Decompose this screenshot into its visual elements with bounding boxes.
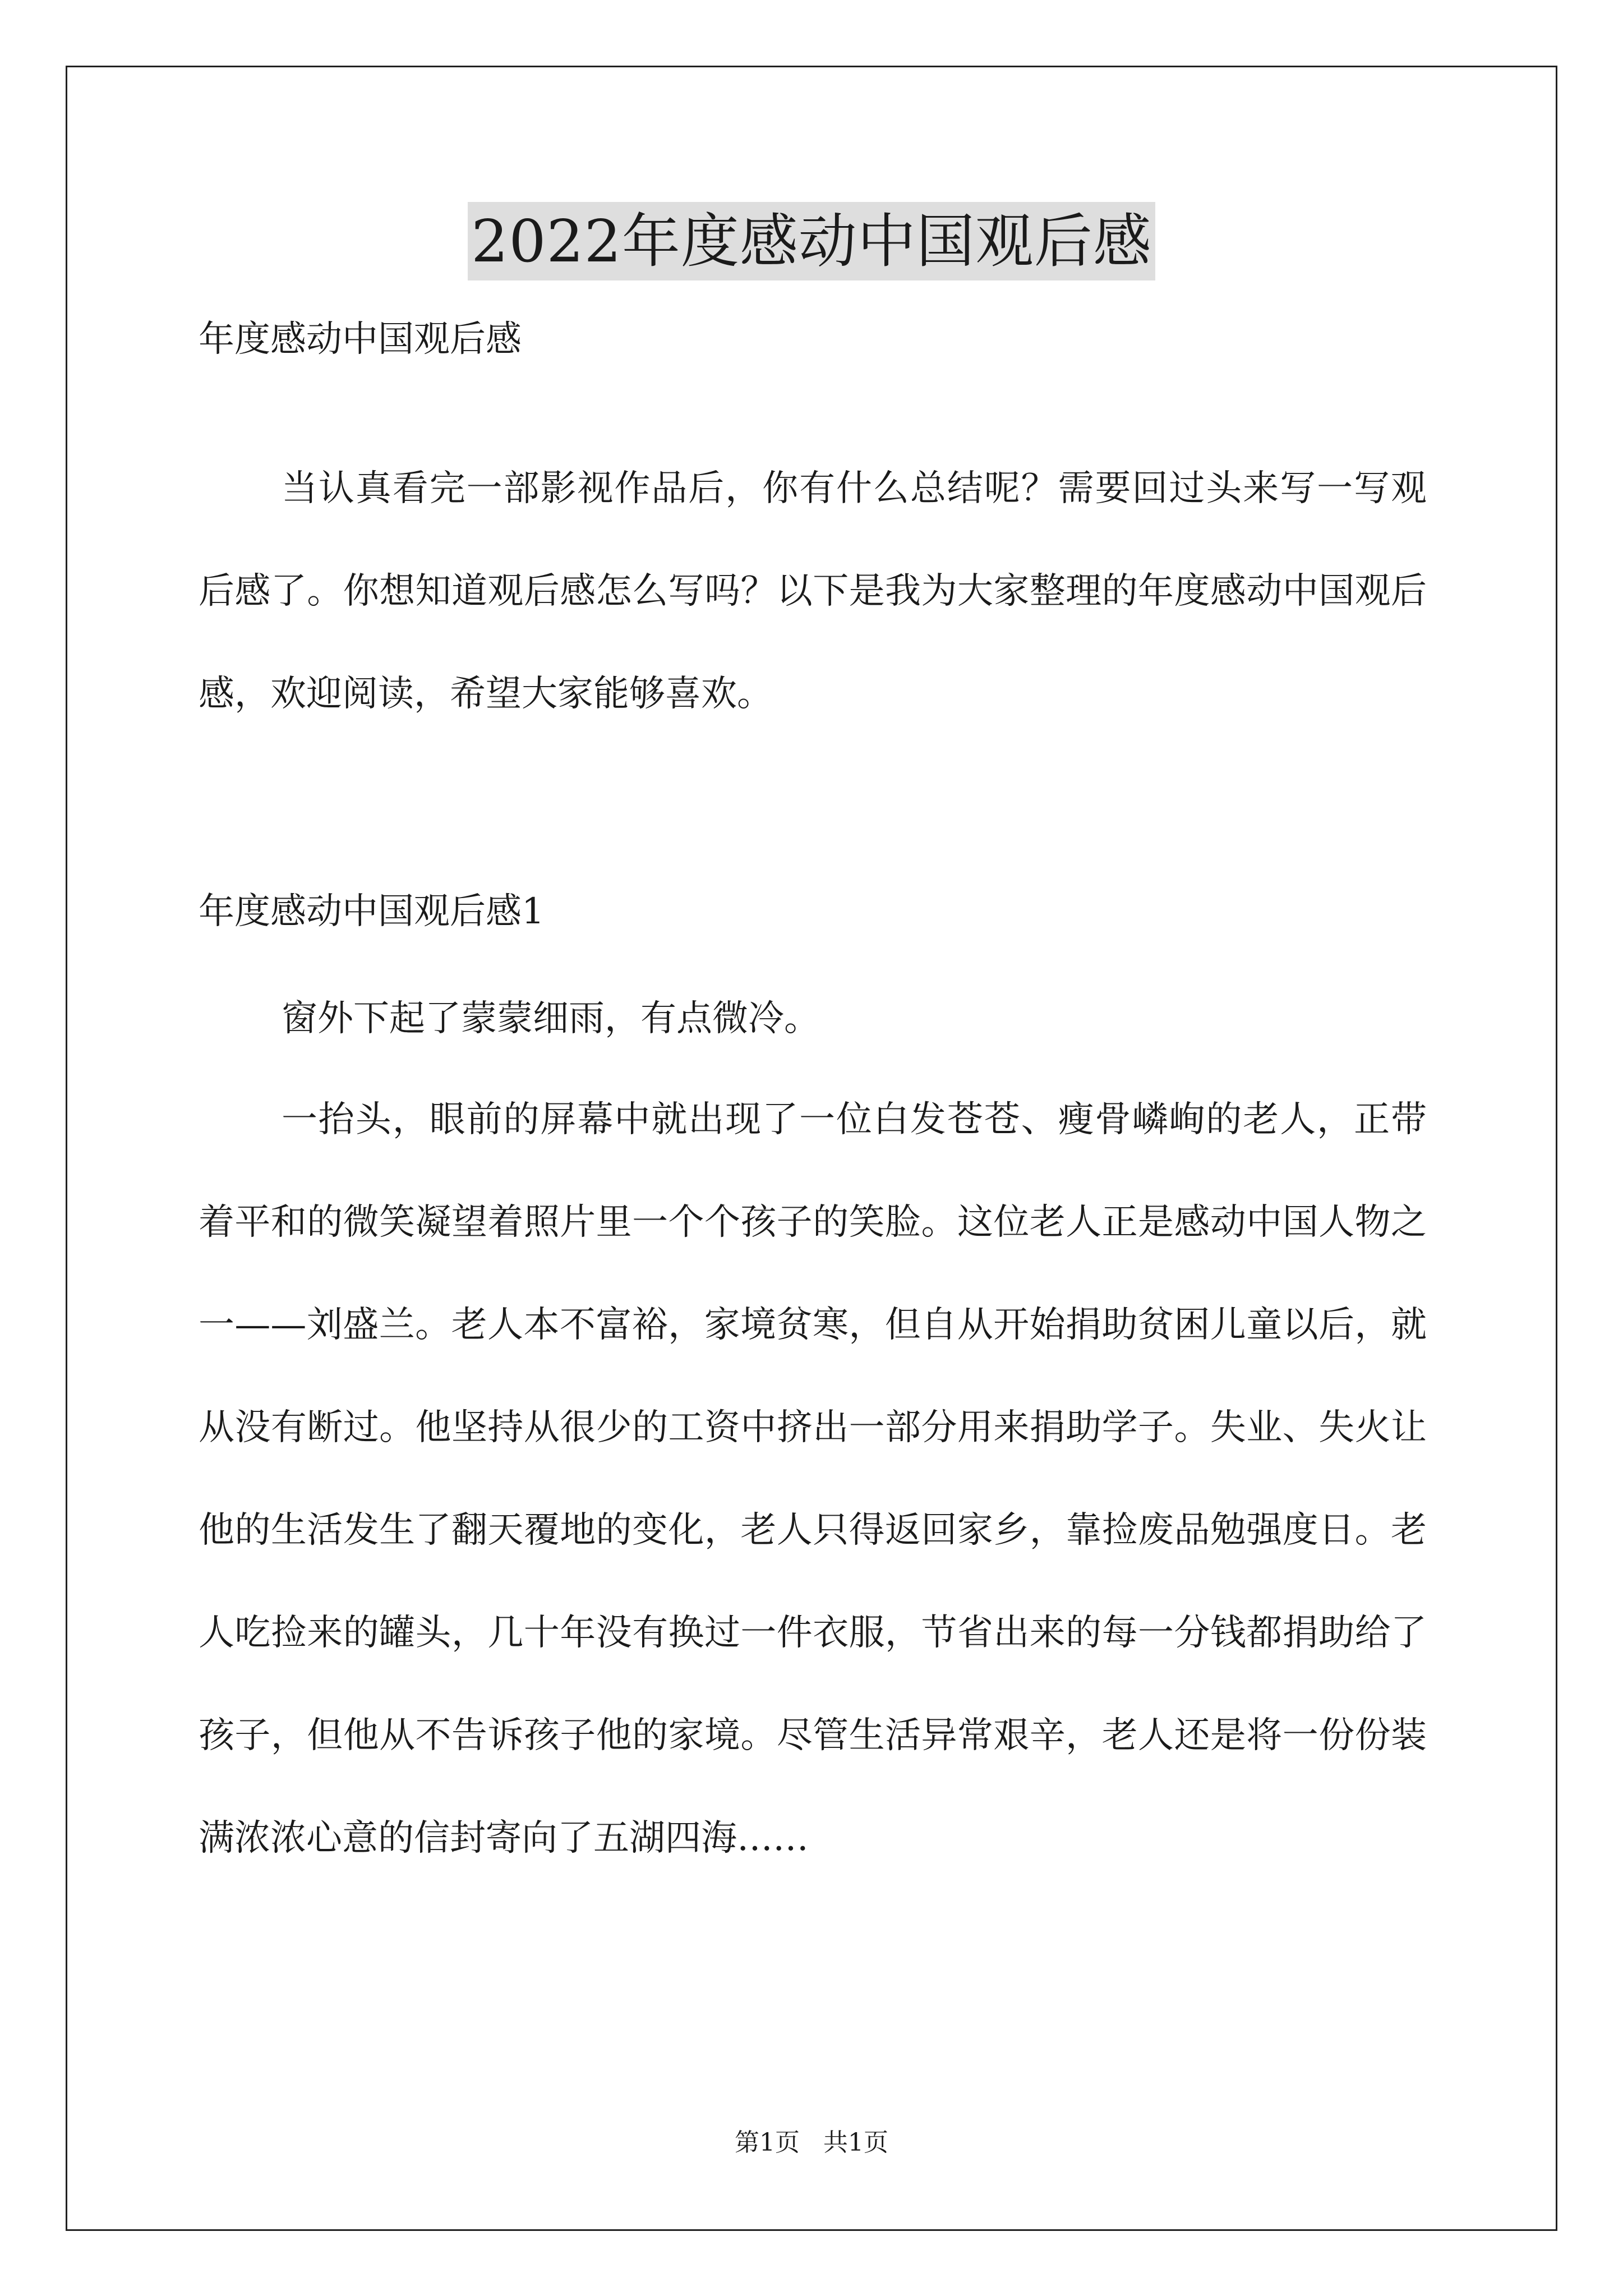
section-heading: 年度感动中国观后感1 [199,891,545,932]
page-footer [0,2126,1623,2160]
page-total: 共1页 [823,2128,888,2157]
title-container [0,202,1623,280]
body-paragraph-2: 一抬头，眼前的屏幕中就出现了一位白发苍苍、瘦骨嶙峋的老人，正带着平和的微笑凝望着照片里一个个孩子的笑脸。这位老人正是感动中国人物之一——刘盛兰。老人本不富裕，家境贫寒，但自从开始捐助贫困儿童以后，就从没有断过。他坚持从很少的工资中挤出一部分用来捐助学子。失业、失火让他的生活发生了翻天覆地的变化，老人只得返回家乡，靠捡废品勉强度日。老人吃捡来的罐头，几十年没有换过一件衣服，节省出来的每一分钱都捐助给了孩子，但他从不告诉孩子他的家境。尽管生活异常艰辛，老人还是将一份份装满浓浓心意的信封寄向了五湖四海…… [199,1099,1427,1859]
document-subtitle: 年度感动中国观后感 [199,319,522,360]
document-title: 2022年度感动中国观后感 [468,202,1155,280]
page-number: 第1页 [735,2128,800,2157]
body-paragraph-1: 窗外下起了蒙蒙细雨，有点微冷。 [282,998,820,1039]
intro-paragraph: 当认真看完一部影视作品后，你有什么总结呢？需要回过头来写一写观后感了。你想知道观后感怎么写吗？以下是我为大家整理的年度感动中国观后感，欢迎阅读，希望大家能够喜欢。 [199,468,1427,715]
